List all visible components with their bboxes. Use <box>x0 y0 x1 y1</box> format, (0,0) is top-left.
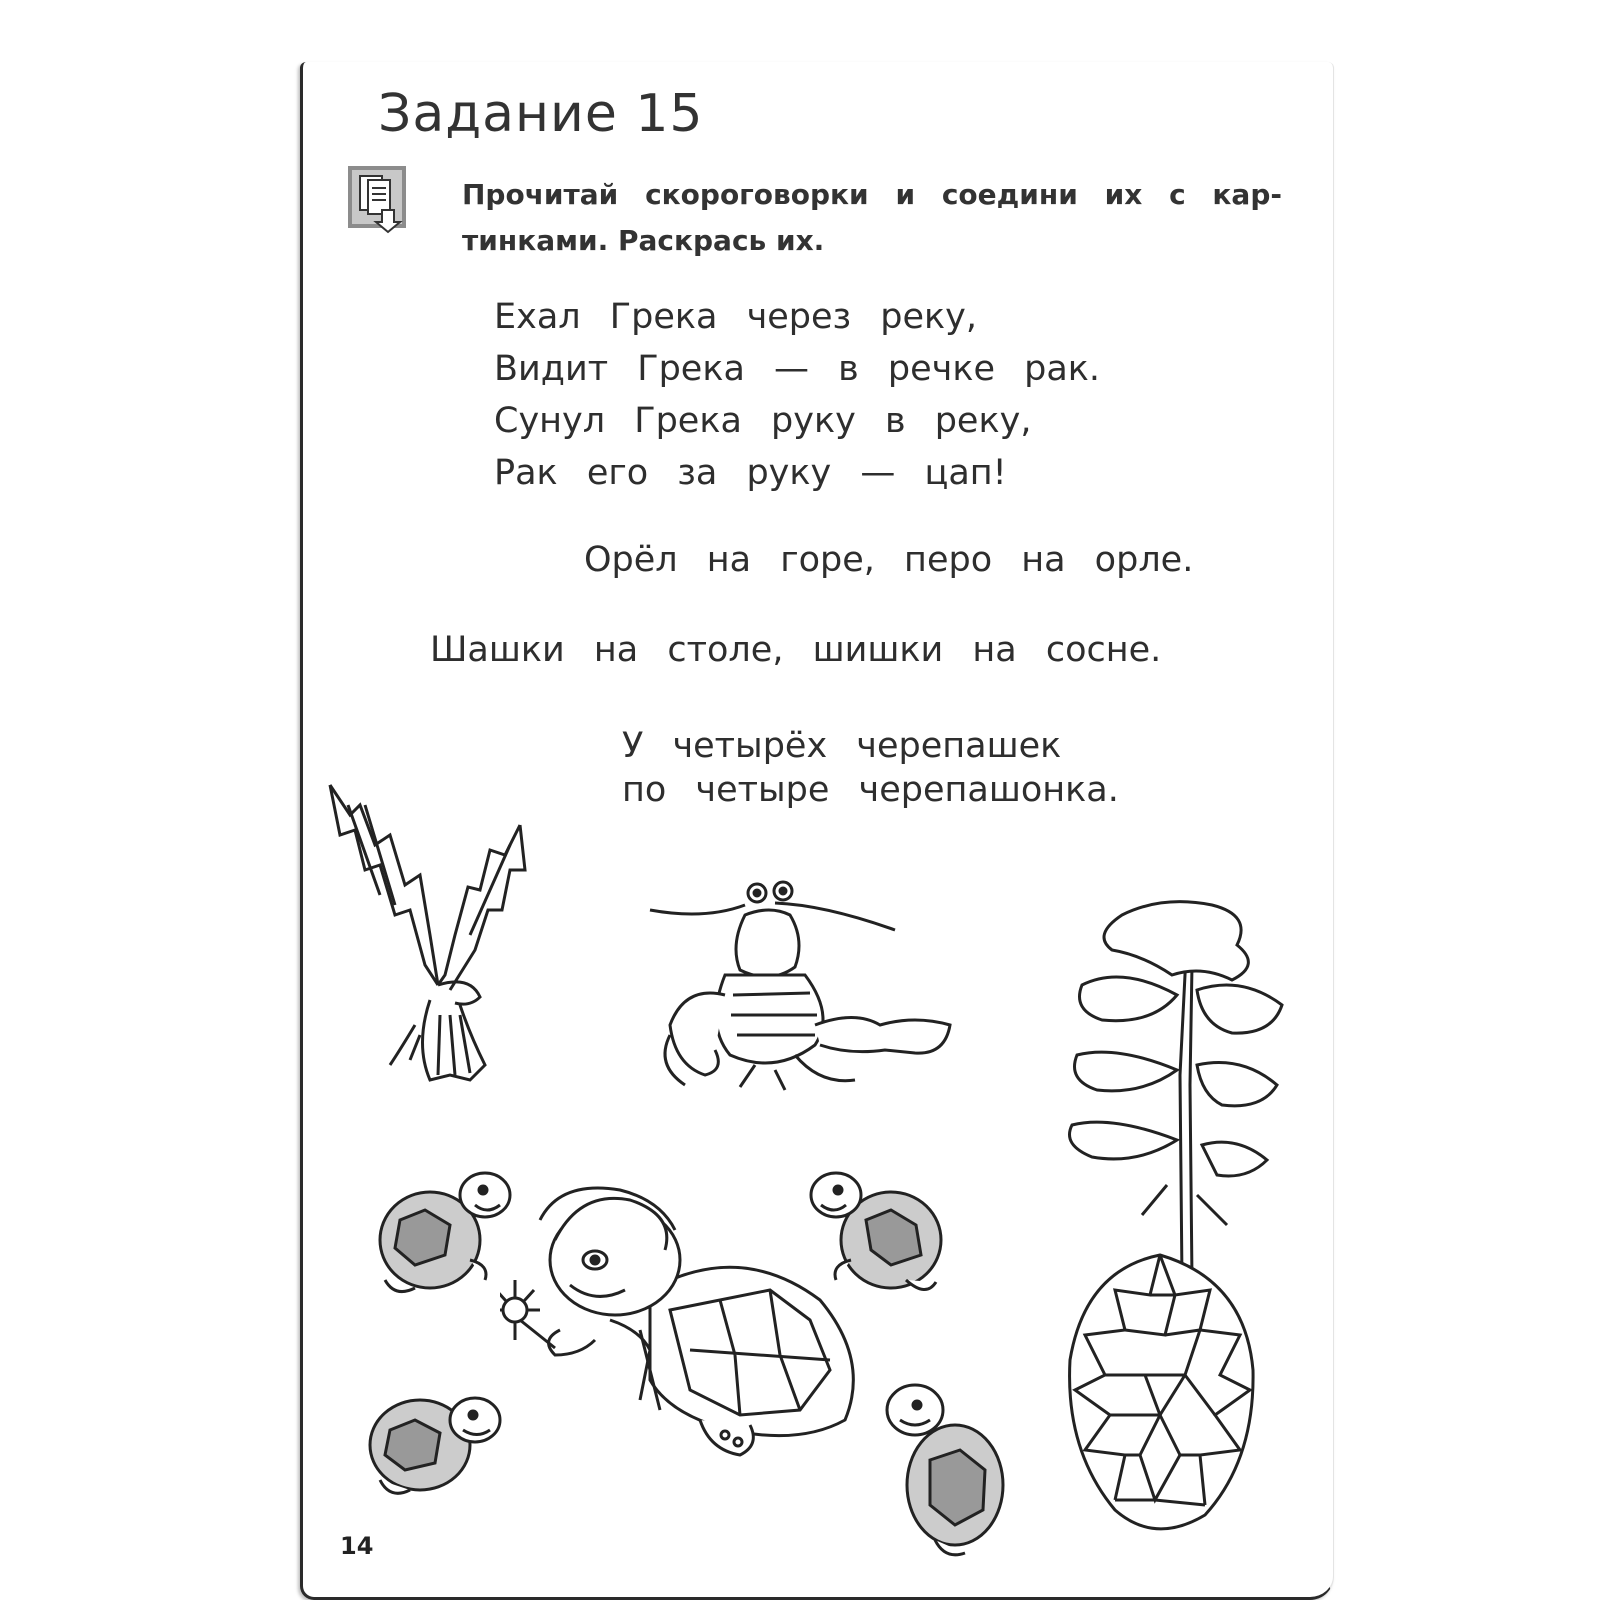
orel-line: Орёл на горе, перо на орле. <box>584 540 1194 580</box>
page-title: Задание 15 <box>378 84 704 144</box>
cherepashki-line-1: У четырёх черепашек <box>622 726 1062 766</box>
shashki-line: Шашки на столе, шишки на сосне. <box>430 630 1162 670</box>
crayfish-picture[interactable] <box>645 875 965 1095</box>
instruction-line-1: Прочитай скороговорки и соедини их с кар- <box>462 178 1282 211</box>
pine-cone-picture[interactable] <box>1055 1250 1265 1550</box>
greka-line-4: Рак его за руку — цап! <box>494 453 1007 493</box>
page-number: 14 <box>340 1532 374 1560</box>
read-task-icon <box>348 166 412 234</box>
baby-turtle-picture[interactable] <box>375 1160 515 1300</box>
baby-turtle-picture[interactable] <box>365 1375 505 1505</box>
baby-turtle-picture[interactable] <box>806 1160 946 1300</box>
pine-tree-picture[interactable] <box>1062 895 1292 1290</box>
greka-line-1: Ехал Грека через реку, <box>494 297 978 337</box>
baby-turtle-picture[interactable] <box>875 1375 1005 1565</box>
eagle-picture[interactable] <box>320 775 545 1090</box>
greka-line-2: Видит Грека — в речке рак. <box>494 349 1101 389</box>
greka-line-3: Сунул Грека руку в реку, <box>494 401 1032 441</box>
instruction-line-2: тинками. Раскрась их. <box>462 224 825 257</box>
cherepashki-line-2: по четыре черепашонка. <box>622 770 1119 810</box>
